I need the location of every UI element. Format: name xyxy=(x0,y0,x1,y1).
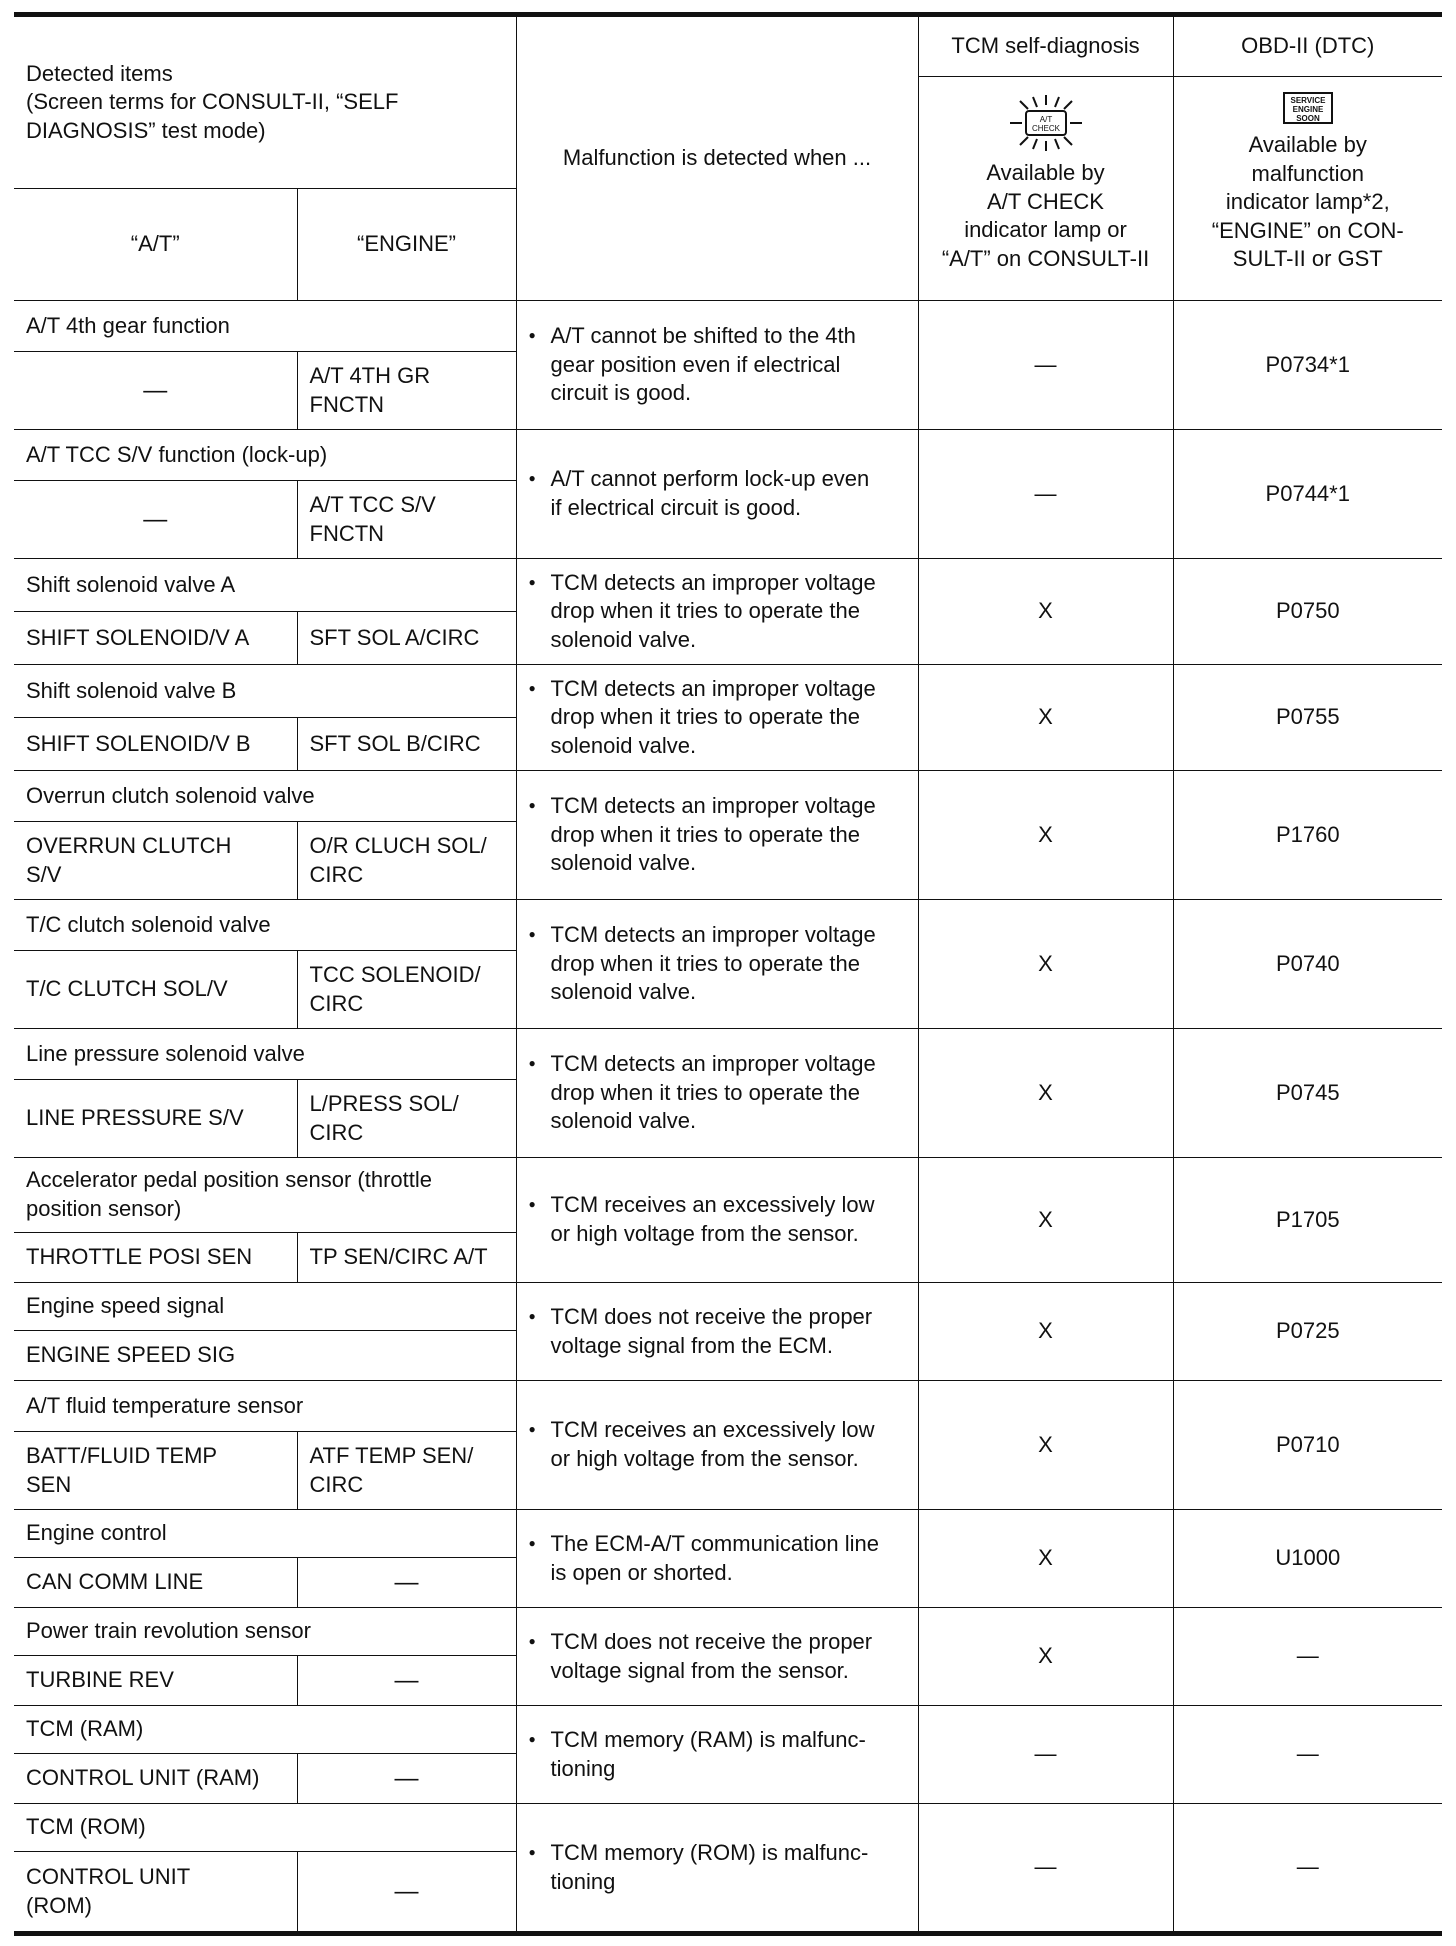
detected-item-title: TCM (RAM) xyxy=(14,1706,516,1754)
detected-item-title: A/T TCC S/V function (lock-up) xyxy=(14,430,516,481)
malfunction-text: TCM detects an improper voltage drop when it tries to operate the solenoid valve. xyxy=(550,569,876,652)
engine-screen-term: — xyxy=(297,1754,516,1804)
obd-dtc-value: — xyxy=(1173,1804,1442,1934)
at-column-header: “A/T” xyxy=(14,189,297,301)
header-row-1 xyxy=(14,15,1442,77)
engine-column-header: “ENGINE” xyxy=(297,189,516,301)
table-row xyxy=(14,771,1442,822)
engine-screen-term: ATF TEMP SEN/ CIRC xyxy=(297,1432,516,1510)
table-row xyxy=(14,1029,1442,1080)
table-row xyxy=(14,1804,1442,1852)
detected-item-title: Accelerator pedal position sensor (throttle position sensor) xyxy=(14,1158,516,1233)
malfunction-text: TCM detects an improper voltage drop when it tries to operate the solenoid valve. xyxy=(550,922,876,1005)
at-screen-term: SHIFT SOLENOID/V B xyxy=(14,718,297,771)
malfunction-text: TCM does not receive the proper voltage signal from the ECM. xyxy=(550,1303,873,1358)
malfunction-condition xyxy=(516,301,918,430)
engine-screen-term: O/R CLUCH SOL/ CIRC xyxy=(297,822,516,900)
malfunction-condition xyxy=(516,1158,918,1283)
detected-item-title: A/T 4th gear function xyxy=(14,301,516,352)
malfunction-condition xyxy=(516,1029,918,1158)
detected-item-title: Engine control xyxy=(14,1510,516,1558)
malfunction-text: TCM memory (ROM) is malfunc- tioning xyxy=(550,1839,869,1894)
malfunction-text: TCM does not receive the proper voltage signal from the sensor. xyxy=(550,1628,873,1683)
obd-dtc-value: — xyxy=(1173,1706,1442,1804)
obd-dtc-value: P0745 xyxy=(1173,1029,1442,1158)
obd-dtc-value: P0710 xyxy=(1173,1381,1442,1510)
at-check-lamp-label: A/T xyxy=(1039,115,1052,124)
malfunction-condition xyxy=(516,1381,918,1510)
detected-item-title: TCM (ROM) xyxy=(14,1804,516,1852)
tcm-self-diagnosis-value: — xyxy=(918,1804,1173,1934)
engine-screen-term: — xyxy=(297,1852,516,1934)
table-row xyxy=(14,1381,1442,1432)
bullet-icon: ● xyxy=(528,1844,536,1859)
bullet-icon: ● xyxy=(528,927,536,942)
obd-dtc-value: P0740 xyxy=(1173,900,1442,1029)
at-screen-term: OVERRUN CLUTCH S/V xyxy=(14,822,297,900)
at-screen-term: CONTROL UNIT (ROM) xyxy=(14,1852,297,1934)
tcm-availability-text: Available by A/T CHECK indicator lamp or “A/T” on CONSULT-II xyxy=(941,160,1150,271)
at-screen-term: — xyxy=(14,481,297,559)
obd-dtc-value: P1760 xyxy=(1173,771,1442,900)
tcm-self-diagnosis-value: X xyxy=(918,1608,1173,1706)
at-screen-term: ENGINE SPEED SIG xyxy=(14,1331,516,1381)
obd-availability-cell xyxy=(1173,77,1442,301)
tcm-self-diagnosis-value: X xyxy=(918,1158,1173,1283)
bullet-icon: ● xyxy=(528,1731,536,1746)
at-screen-term: CONTROL UNIT (RAM) xyxy=(14,1754,297,1804)
svg-text:CHECK: CHECK xyxy=(1031,124,1060,133)
engine-screen-term: SFT SOL A/CIRC xyxy=(297,612,516,665)
table-row xyxy=(14,559,1442,612)
at-screen-term: SHIFT SOLENOID/V A xyxy=(14,612,297,665)
detected-item-title: Overrun clutch solenoid valve xyxy=(14,771,516,822)
tcm-self-diagnosis-value: X xyxy=(918,1381,1173,1510)
bullet-icon: ● xyxy=(528,471,536,486)
malfunction-text: TCM detects an improper voltage drop when it tries to operate the solenoid valve. xyxy=(550,1051,876,1134)
bullet-icon: ● xyxy=(528,574,536,589)
bullet-icon: ● xyxy=(528,1633,536,1648)
obd-availability-text: Available by malfunction indicator lamp*2, “ENGINE” on CON- SULT-II or GST xyxy=(1211,132,1404,272)
engine-screen-term: SFT SOL B/CIRC xyxy=(297,718,516,771)
obd-dtc-header: OBD-II (DTC) xyxy=(1173,15,1442,77)
table-row xyxy=(14,1608,1442,1656)
table-row xyxy=(14,1706,1442,1754)
table-row xyxy=(14,301,1442,352)
malfunction-text: TCM detects an improper voltage drop when it tries to operate the solenoid valve. xyxy=(550,675,876,758)
malfunction-text: A/T cannot be shifted to the 4th gear position even if electrical circuit is good. xyxy=(550,323,856,406)
table-body xyxy=(14,15,1442,1934)
at-screen-term: CAN COMM LINE xyxy=(14,1558,297,1608)
service-engine-soon-lamp-icon xyxy=(1282,91,1334,125)
malfunction-condition xyxy=(516,1706,918,1804)
dtc-table xyxy=(14,12,1442,1936)
detected-item-title: Shift solenoid valve A xyxy=(14,559,516,612)
obd-dtc-value: P1705 xyxy=(1173,1158,1442,1283)
svg-text:SOON: SOON xyxy=(1295,114,1320,123)
bullet-icon: ● xyxy=(528,1422,536,1437)
detected-item-title: Engine speed signal xyxy=(14,1283,516,1331)
detected-item-title: A/T fluid temperature sensor xyxy=(14,1381,516,1432)
bullet-icon: ● xyxy=(528,328,536,343)
table-row xyxy=(14,430,1442,481)
obd-dtc-value: U1000 xyxy=(1173,1510,1442,1608)
malfunction-condition xyxy=(516,771,918,900)
bullet-icon: ● xyxy=(528,680,536,695)
obd-dtc-value: P0755 xyxy=(1173,665,1442,771)
engine-screen-term: TP SEN/CIRC A/T xyxy=(297,1233,516,1283)
detected-items-header: Detected items (Screen terms for CONSULT-II, “SELF DIAGNOSIS” test mode) xyxy=(14,15,516,189)
tcm-self-diagnosis-value: X xyxy=(918,665,1173,771)
at-screen-term: LINE PRESSURE S/V xyxy=(14,1080,297,1158)
tcm-self-diagnosis-value: X xyxy=(918,771,1173,900)
engine-screen-term: A/T 4TH GR FNCTN xyxy=(297,352,516,430)
tcm-self-diagnosis-value: X xyxy=(918,1283,1173,1381)
malfunction-condition xyxy=(516,900,918,1029)
detected-item-title: T/C clutch solenoid valve xyxy=(14,900,516,951)
malfunction-text: TCM detects an improper voltage drop when it tries to operate the solenoid valve. xyxy=(550,793,876,876)
tcm-self-diagnosis-header: TCM self-diagnosis xyxy=(918,15,1173,77)
table-row xyxy=(14,1283,1442,1331)
detected-item-title: Line pressure solenoid valve xyxy=(14,1029,516,1080)
bullet-icon: ● xyxy=(528,1056,536,1071)
tcm-self-diagnosis-value: X xyxy=(918,900,1173,1029)
table-row xyxy=(14,900,1442,951)
engine-screen-term: A/T TCC S/V FNCTN xyxy=(297,481,516,559)
malfunction-text: TCM receives an excessively low or high voltage from the sensor. xyxy=(550,1417,875,1471)
table-row xyxy=(14,665,1442,718)
bullet-icon: ● xyxy=(528,798,536,813)
malfunction-condition xyxy=(516,559,918,665)
malfunction-text: TCM receives an excessively low or high voltage from the sensor. xyxy=(550,1192,875,1246)
obd-dtc-value: P0744*1 xyxy=(1173,430,1442,559)
malfunction-condition xyxy=(516,430,918,559)
bullet-icon: ● xyxy=(528,1197,536,1212)
table-row xyxy=(14,1158,1442,1233)
malfunction-header: Malfunction is detected when ... xyxy=(516,15,918,301)
tcm-self-diagnosis-value: — xyxy=(918,1706,1173,1804)
at-screen-term: T/C CLUTCH SOL/V xyxy=(14,951,297,1029)
at-screen-term: THROTTLE POSI SEN xyxy=(14,1233,297,1283)
tcm-self-diagnosis-value: X xyxy=(918,1029,1173,1158)
engine-screen-term: — xyxy=(297,1656,516,1706)
bullet-icon: ● xyxy=(528,1535,536,1550)
malfunction-condition xyxy=(516,1510,918,1608)
malfunction-condition xyxy=(516,1608,918,1706)
at-check-lamp-icon xyxy=(1006,93,1086,153)
engine-screen-term: TCC SOLENOID/ CIRC xyxy=(297,951,516,1029)
tcm-self-diagnosis-value: X xyxy=(918,559,1173,665)
svg-text:SERVICE: SERVICE xyxy=(1290,96,1326,105)
tcm-self-diagnosis-value: — xyxy=(918,301,1173,430)
at-screen-term: TURBINE REV xyxy=(14,1656,297,1706)
malfunction-condition xyxy=(516,1283,918,1381)
detected-item-title: Power train revolution sensor xyxy=(14,1608,516,1656)
tcm-availability-cell xyxy=(918,77,1173,301)
table-row xyxy=(14,1510,1442,1558)
at-screen-term: BATT/FLUID TEMP SEN xyxy=(14,1432,297,1510)
at-screen-term: — xyxy=(14,352,297,430)
obd-dtc-value: — xyxy=(1173,1608,1442,1706)
tcm-self-diagnosis-value: X xyxy=(918,1510,1173,1608)
engine-screen-term: — xyxy=(297,1558,516,1608)
bullet-icon: ● xyxy=(528,1308,536,1323)
malfunction-text: The ECM-A/T communication line is open or shorted. xyxy=(550,1530,880,1585)
malfunction-text: TCM memory (RAM) is malfunc- tioning xyxy=(550,1726,866,1781)
malfunction-condition xyxy=(516,665,918,771)
obd-dtc-value: P0725 xyxy=(1173,1283,1442,1381)
tcm-self-diagnosis-value: — xyxy=(918,430,1173,559)
engine-screen-term: L/PRESS SOL/ CIRC xyxy=(297,1080,516,1158)
detected-item-title: Shift solenoid valve B xyxy=(14,665,516,718)
malfunction-text: A/T cannot perform lock-up even if electrical circuit is good. xyxy=(550,466,870,520)
obd-dtc-value: P0734*1 xyxy=(1173,301,1442,430)
obd-dtc-value: P0750 xyxy=(1173,559,1442,665)
svg-text:ENGINE: ENGINE xyxy=(1292,105,1324,114)
malfunction-condition xyxy=(516,1804,918,1934)
